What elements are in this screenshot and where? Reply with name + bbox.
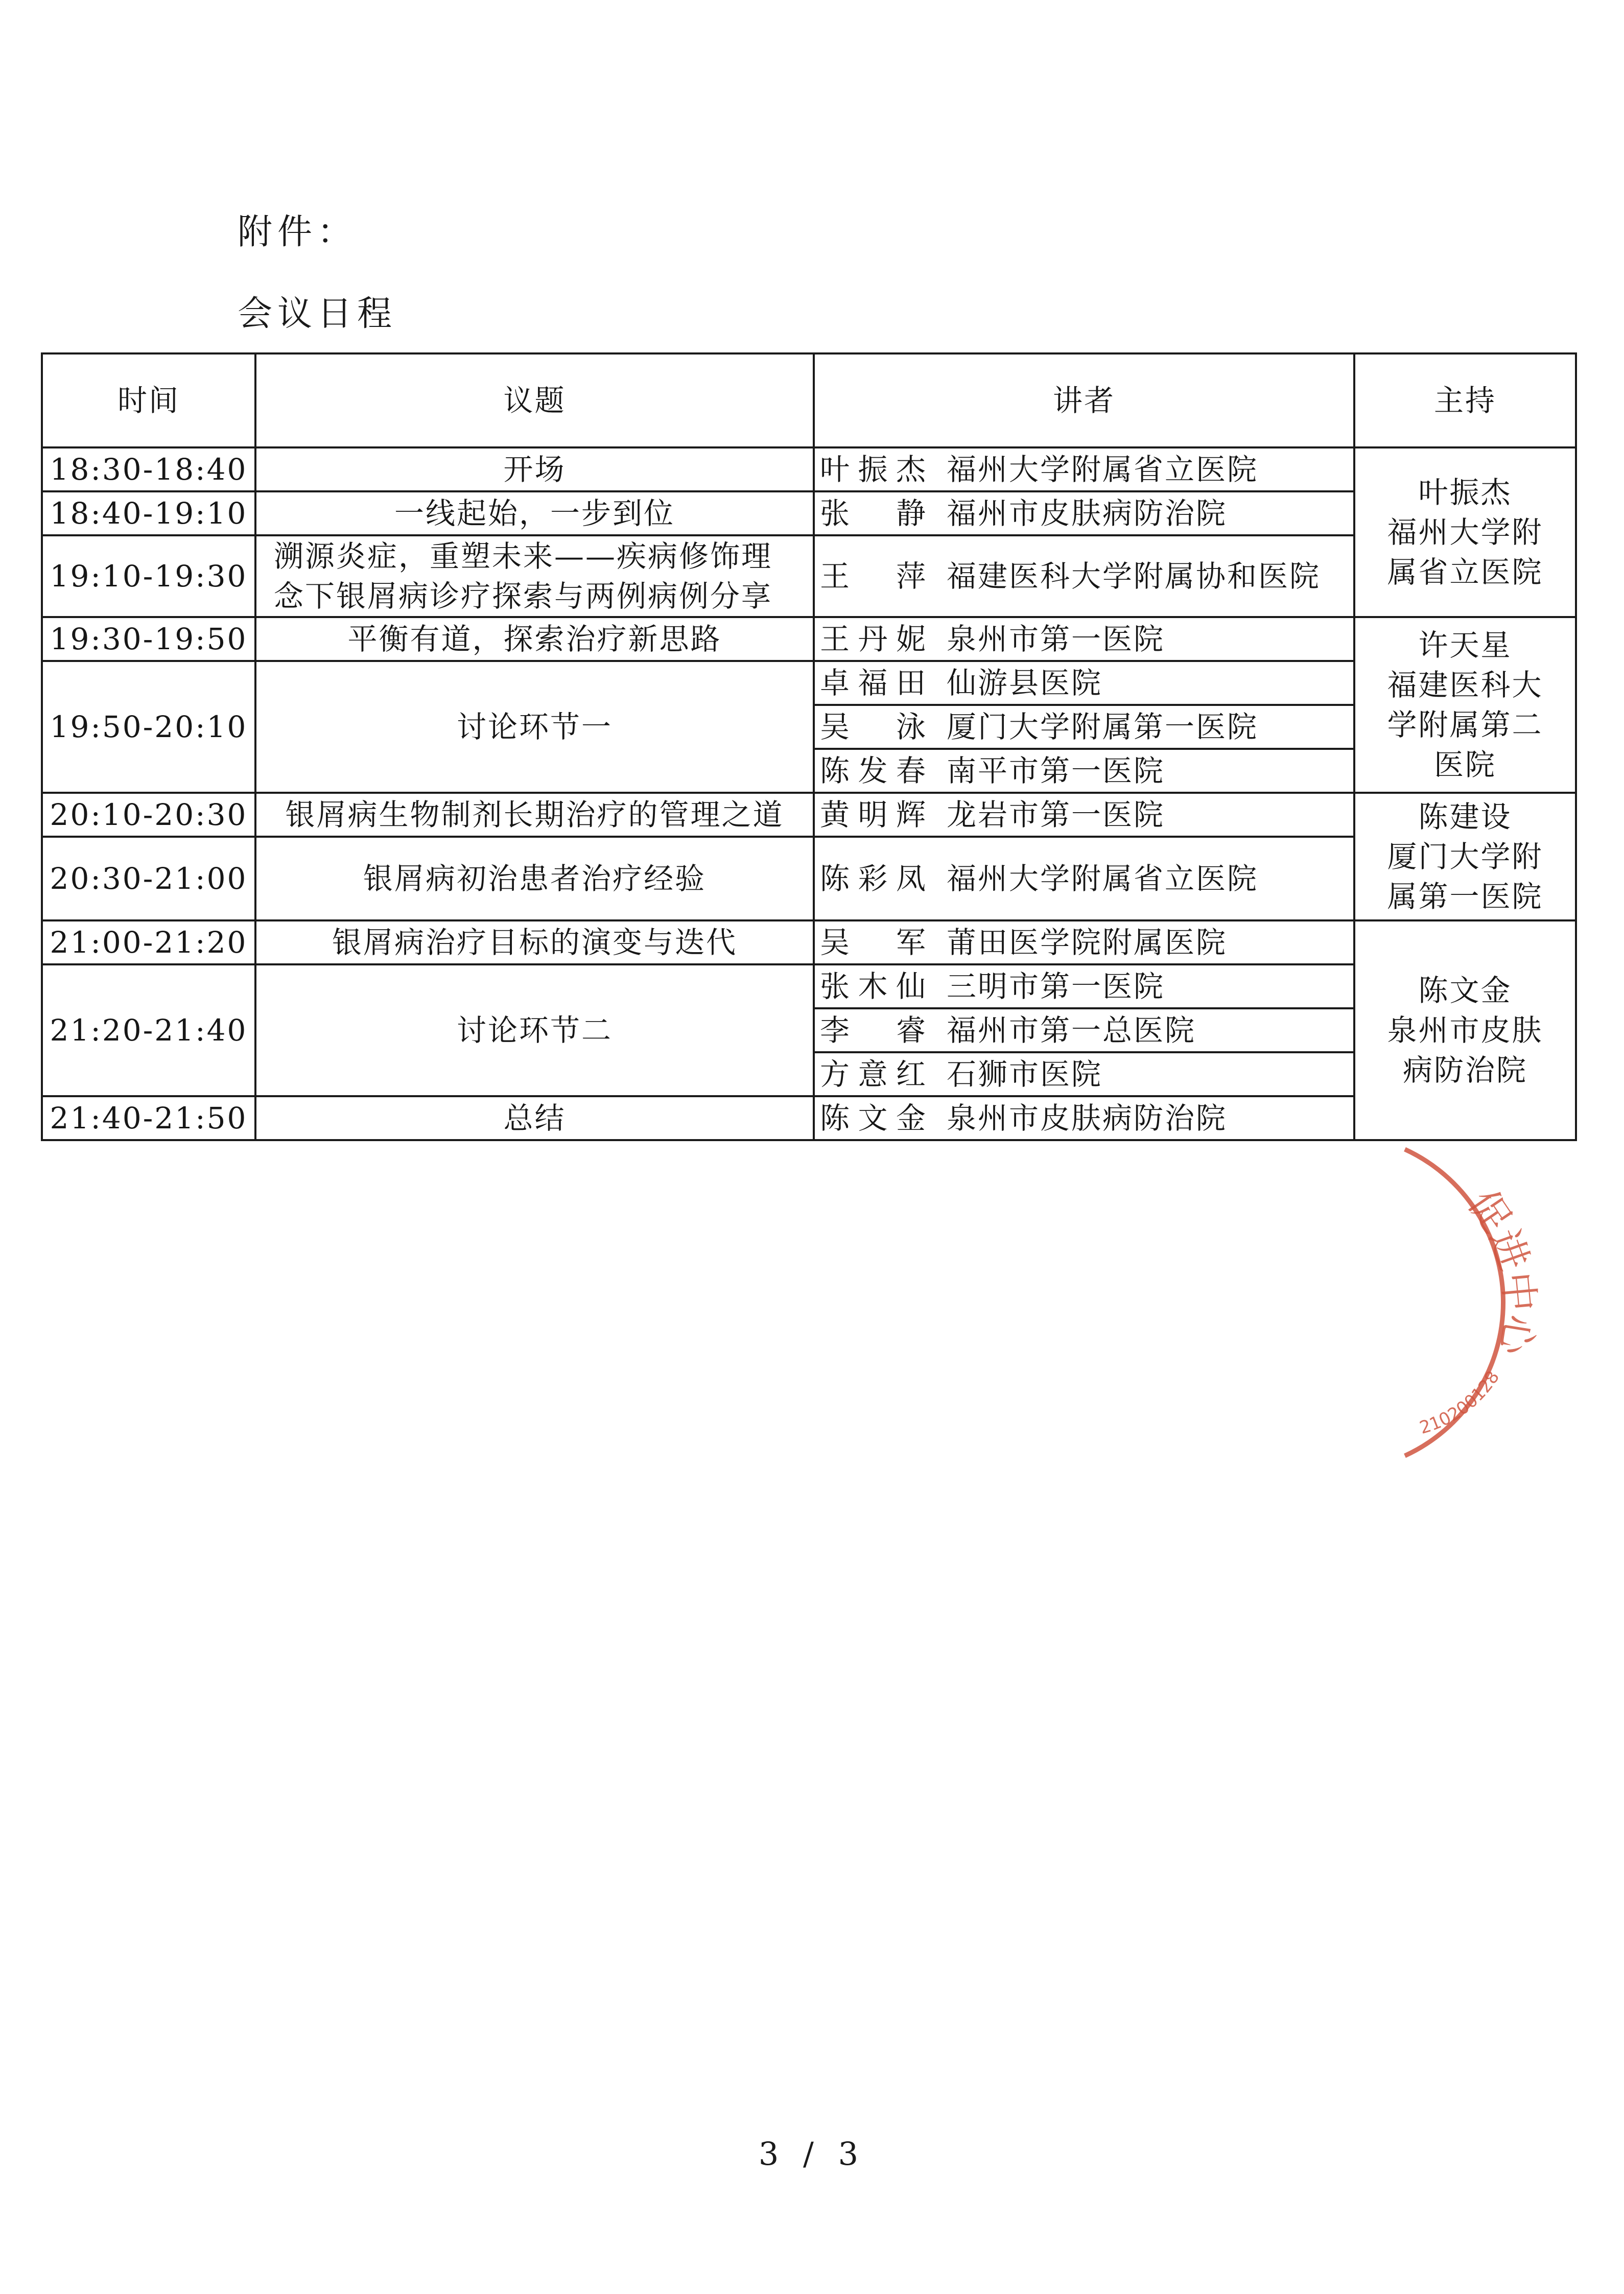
- row-topic: 银屑病治疗目标的演变与迭代: [255, 920, 814, 964]
- host-cell: [1354, 447, 1576, 617]
- host-org-line: 医院: [1433, 747, 1496, 782]
- speaker-name: 陈彩凤: [820, 861, 927, 896]
- seal-text: [1459, 1182, 1543, 1360]
- row-topic: 平衡有道，探索治疗新思路: [255, 617, 814, 661]
- speaker-name: 王丹妮: [820, 622, 927, 656]
- meeting-schedule-table: [41, 352, 1577, 1141]
- speaker-org: 石狮市医院: [947, 1057, 1103, 1092]
- schedule-title: 会议日程: [238, 294, 397, 334]
- speaker-org: 福州大学附属省立医院: [947, 452, 1259, 487]
- row-time: 20:30-21:00: [42, 837, 255, 920]
- speaker-name: 卓福田: [820, 666, 927, 700]
- table-row: [42, 964, 1576, 1008]
- host-org-line: 属第一医院: [1387, 879, 1543, 914]
- row-topic: 总结: [255, 1096, 814, 1140]
- host-org-line: 属省立医院: [1387, 555, 1543, 589]
- row-time: 18:30-18:40: [42, 447, 255, 491]
- speaker-org: 泉州市第一医院: [947, 622, 1165, 656]
- row-time: 19:10-19:30: [42, 535, 255, 617]
- row-speaker: [814, 491, 1354, 535]
- attachment-label: 附件：: [238, 212, 358, 252]
- table-row: [42, 661, 1576, 705]
- official-seal-stamp: [1384, 1144, 1558, 1461]
- header-time: 时间: [42, 353, 255, 447]
- topic-line: 溯源炎症，重塑未来——疾病修饰理: [274, 539, 773, 574]
- speaker-org: 福州市皮肤病防治院: [947, 496, 1228, 531]
- speaker-name: 王 萍: [820, 559, 927, 594]
- speaker-org: 福州大学附属省立医院: [947, 861, 1259, 896]
- table-row: [42, 491, 1576, 535]
- table-row: [42, 793, 1576, 837]
- row-speaker: [814, 964, 1354, 1008]
- speaker-org: 龙岩市第一医院: [947, 797, 1165, 832]
- row-topic: 讨论环节一: [255, 661, 814, 793]
- row-time: 21:00-21:20: [42, 920, 255, 964]
- row-speaker: [814, 1096, 1354, 1140]
- speaker-name: 吴 泳: [820, 710, 927, 744]
- table-row: [42, 837, 1576, 920]
- row-speaker: [814, 749, 1354, 793]
- row-speaker: [814, 447, 1354, 491]
- speaker-name: 张木仙: [820, 969, 927, 1004]
- host-name: 叶振杰: [1418, 475, 1512, 510]
- speaker-org: 莆田医学院附属医院: [947, 925, 1228, 960]
- host-cell: [1354, 793, 1576, 920]
- page-number: 3 / 3: [758, 2135, 866, 2172]
- row-topic: 讨论环节二: [255, 964, 814, 1096]
- row-time: 21:20-21:40: [42, 964, 255, 1096]
- row-speaker: [814, 535, 1354, 617]
- row-topic: 银屑病初治患者治疗经验: [255, 837, 814, 920]
- row-time: 19:30-19:50: [42, 617, 255, 661]
- row-topic: 开场: [255, 447, 814, 491]
- host-org-line: 泉州市皮肤: [1387, 1013, 1543, 1048]
- row-speaker: [814, 793, 1354, 837]
- speaker-name: 吴 军: [820, 925, 927, 960]
- speaker-name: 方意红: [820, 1057, 927, 1092]
- row-speaker: [814, 920, 1354, 964]
- row-speaker: [814, 1052, 1354, 1096]
- table-row: [42, 447, 1576, 491]
- host-org-line: 福建医科大: [1387, 668, 1543, 702]
- speaker-org: 福州市第一总医院: [947, 1013, 1196, 1048]
- row-topic: 一线起始，一步到位: [255, 491, 814, 535]
- row-time: 21:40-21:50: [42, 1096, 255, 1140]
- row-time: 18:40-19:10: [42, 491, 255, 535]
- speaker-name: 李 睿: [820, 1013, 927, 1048]
- speaker-org: 厦门大学附属第一医院: [947, 710, 1259, 744]
- row-time: 20:10-20:30: [42, 793, 255, 837]
- row-speaker: [814, 661, 1354, 705]
- speaker-org: 仙游县医院: [947, 666, 1103, 700]
- host-name: 陈建设: [1418, 799, 1512, 834]
- speaker-org: 南平市第一医院: [947, 753, 1165, 788]
- row-time: 19:50-20:10: [42, 661, 255, 793]
- header-host: 主持: [1354, 353, 1576, 447]
- host-org-line: 病防治院: [1402, 1053, 1527, 1087]
- seal-text-path: 促进中心: [1458, 1181, 1543, 1359]
- speaker-org: 福建医科大学附属协和医院: [947, 559, 1321, 594]
- table-row: [42, 535, 1576, 617]
- row-speaker: [814, 617, 1354, 661]
- row-topic: [255, 535, 814, 617]
- row-speaker: [814, 705, 1354, 749]
- header-topic: 议题: [255, 353, 814, 447]
- header-speaker: 讲者: [814, 353, 1354, 447]
- host-org-line: 学附属第二: [1387, 707, 1543, 742]
- host-cell: [1354, 920, 1576, 1140]
- topic-line: 念下银屑病诊疗探索与两例病例分享: [274, 579, 773, 613]
- speaker-name: 陈文金: [820, 1101, 927, 1136]
- table-row: [42, 617, 1576, 661]
- host-org-line: 厦门大学附: [1387, 839, 1543, 874]
- host-cell: [1354, 617, 1576, 793]
- speaker-org: 泉州市皮肤病防治院: [947, 1101, 1228, 1136]
- speaker-name: 陈发春: [820, 753, 927, 788]
- row-speaker: [814, 837, 1354, 920]
- speaker-name: 张 静: [820, 496, 927, 531]
- seal-number: [1417, 1367, 1503, 1438]
- row-topic: 银屑病生物制剂长期治疗的管理之道: [255, 793, 814, 837]
- seal-number-path: 210200128: [1417, 1367, 1504, 1438]
- row-speaker: [814, 1008, 1354, 1052]
- speaker-name: 黄明辉: [820, 797, 927, 832]
- table-header-row: [42, 353, 1576, 447]
- host-org-line: 福州大学附: [1387, 515, 1543, 550]
- table-row: [42, 1096, 1576, 1140]
- table-row: [42, 920, 1576, 964]
- host-name: 许天星: [1418, 628, 1512, 663]
- speaker-org: 三明市第一医院: [947, 969, 1165, 1004]
- host-name: 陈文金: [1418, 973, 1512, 1008]
- speaker-name: 叶振杰: [820, 452, 927, 487]
